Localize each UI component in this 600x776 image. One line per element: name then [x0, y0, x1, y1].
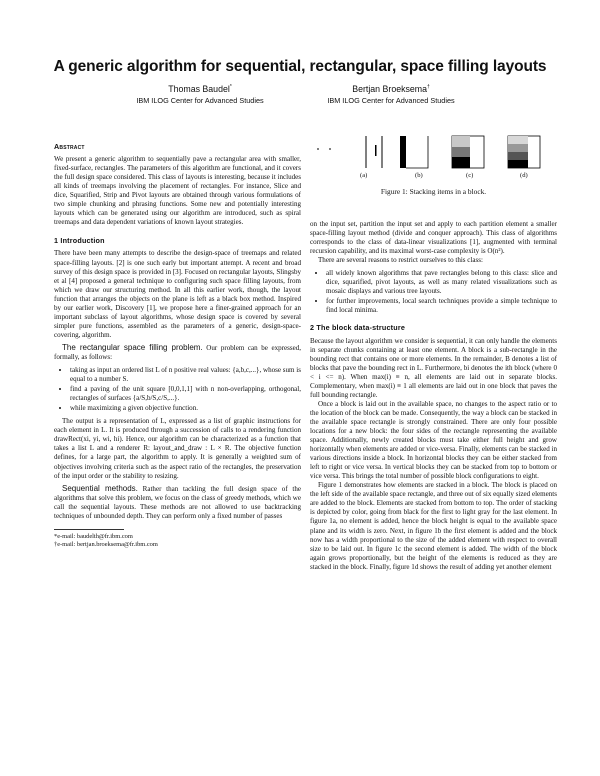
paragraph: on the input set, partition the input set and apply to each partition element a smaller space-filling layout method (divide and conquer approach). This class of algorithms corresponds to the class of data-linear visualizations [1], augmented with terminal recursion capability, and its maximal worst-case complexity is O(n²). [310, 220, 557, 256]
subsection-title: Sequential methods. [62, 483, 138, 493]
subfigure-c [400, 136, 428, 168]
paragraph: Because the layout algorithm we consider is sequential, it can only handle the elements in separate chunks containing at least one element. A block is a sub-rectangle in the bounding rect that contains one or more elements. In the remainder, B denotes a list of blocks that pave the bounding rect in L. Furthermore, bi denotes the ith block (where 0 < i <= n). When max(i) ≡ n, all elements are laid out in separate blocks. Complementary, when max(i) ≡ 1 all elements are laid out in one block that paves the full bounding rectangle. [310, 336, 557, 399]
output-paragraph: The output is a representation of L, expressed as a list of graphic instructions for each element in L. It is produced through a succession of calls to a rendering function drawRect(xi, yi, wi, hi). Hence, our algorithm can be characterized as a function that takes a list L and a renderer R: layout_and_draw : L × R. The objective function defines, for a large part, the algorithm to apply. It is generally a weighted sum of objectives involving criteria such as the aspect ratio of the rectangles, the preservation of the input order or the stability to resizing. [54, 417, 301, 480]
subfigure-label: (b) [415, 172, 423, 179]
section-heading: 2 The block data-structure [310, 323, 406, 333]
intro-paragraph: There have been many attempts to describe the design-space of treemaps and related space-filling layouts. [2] is one such early but important attempt. A recent and broad survey of this design space is provided in [3]. Focused on rectangular layouts, Slingsby et al [4] proposed a general technique to configuring such space filling layouts, from which we draw our structuring method. In all this earlier work, though, the layout function that arranges the objects on the plane is left as a black box method. Inspired by our earlier work, Discovery [1], we propose here a finer-grained approach for an important subclass of layout algorithms, whose design space is covered by several simpler pure functions, assembled as the parameters of a generic, design-space-covering, algorithm. [54, 249, 301, 339]
paper-title: A generic algorithm for sequential, rectangular, space filling layouts [53, 58, 547, 75]
subfigure-label: (c) [466, 172, 474, 179]
figure-caption: Figure 1: Stacking items in a block. [380, 187, 487, 196]
subfigure-e [508, 136, 540, 168]
paragraph: Once a block is laid out in the available space, no changes to the aspect ratio or to the location of the block can be made. Consequently, the way a block can be stacked in the available space rectangle is strongly constrained. There are only four possible locations for a new block: the four sides of the rectangle representing the available space. Additionally, newly created blocks must take either full height and grow horizontally when elements are added or vice-versa. Finally, elements can be stacked in various directions inside a block. In horizontal blocks they can be either stacked from left to right or vice versa. In vertical blocks they can be stacked from top to bottom or vice versa. This brings the total number of possible block configurations to eight. [310, 399, 557, 481]
abstract-heading: Abstract [54, 142, 85, 151]
author-block-1 [110, 84, 290, 105]
author-name: Bertjan Broeksema† [352, 84, 430, 94]
list-item: • while maximizing a given objective function. [70, 404, 301, 413]
list-item: • all widely known algorithms that pave rectangles belong to this class: slice and dice, squarified, pivot layouts, as well as many related visualizations such as mosaic displays and various tree layouts. [326, 269, 557, 296]
reasons-list [310, 269, 557, 315]
left-column [54, 142, 301, 549]
author-name: Thomas Baudel* [168, 84, 232, 94]
problem-paragraph: The rectangular space filling problem. Our problem can be expressed, formally, as follows: [54, 342, 302, 361]
abstract-text: We present a generic algorithm to sequentially pave a rectangular area with smaller, fixed-surface, rectangles. The parameters of this algorithm are functional, and it covers the full design space considered. This class of layouts is interesting, because it includes all kinds of treemaps involving the placement of rectangles. For instance, Slice and dice, Squarified, Strip and Pivot layouts are obtained through various formulations of two simple chunking and phrasing functions. Some new and potentially interesting layouts which can be generated using our algorithm are introduced, such as spiral treemaps and data dependent variations of known layout strategies. [54, 155, 301, 227]
subfigure-d [452, 136, 484, 168]
subfigure-label: (d) [520, 172, 528, 179]
subfigure-b [366, 136, 382, 168]
footnote: †e-mail: bertjan.broeksema@fr.ibm.com [54, 540, 158, 548]
intro-heading: 1 Introduction [54, 236, 105, 246]
list-item: • for further improvements, local search techniques provide a simple technique to find local minima. [326, 297, 557, 315]
paragraph: Figure 1 demonstrates how elements are stacked in a block. The block is placed on the left side of the available space rectangle, and three out of six equally sized elements are added to the block. Elements are stacked from bottom to top. The order of stacking is depicted by color, going from black for the first to light gray for the last element. In figure 1a, no element is added, hence the block height is equal to the available space plane and its width is zero. Next, in figure 1b the first element is added and the block now has a width proportional to the size of the added element with respect to overall size to be laid out. In figure 1c the second element is added. The width of the block again grows proportionally, but the height of the elements is reduced as they are stacked in the block. Finally, figure 1d shows the result of adding yet another element [310, 481, 557, 571]
subfigure-a [318, 148, 330, 150]
footnote-rule [54, 529, 124, 530]
subsection-title: The rectangular space filling problem. [62, 342, 203, 352]
list-item: • taking as input an ordered list L of n positive real values: {a,b,c,...}, whose sum is equal to a number S. [70, 366, 301, 384]
subfigure-label: (a) [360, 172, 368, 179]
sequential-paragraph: Sequential methods. Rather than tackling the full design space of the algorithms that solve this problem, we focus on the class of greedy methods, which we call the sequential layouts. These methods are not allowed to use backtracking techniques of unbounded depth. They can perform only a fixed number of passes [54, 483, 301, 520]
right-column [310, 220, 557, 572]
footnote: *e-mail: baudelth@fr.ibm.com [54, 532, 133, 540]
problem-list [54, 366, 301, 413]
figure-1-graphic [310, 128, 560, 176]
author-block-2 [296, 84, 486, 105]
author-affiliation: IBM ILOG Center for Advanced Studies [136, 96, 264, 105]
list-item: • find a paving of the unit square [0,0,1,1] with n non-overlapping, orthogonal, rectangles of surfaces {a/S,b/S,c/S,...}. [70, 385, 301, 403]
author-affiliation: IBM ILOG Center for Advanced Studies [327, 96, 455, 105]
paragraph: There are several reasons to restrict ourselves to this class: [318, 256, 483, 265]
